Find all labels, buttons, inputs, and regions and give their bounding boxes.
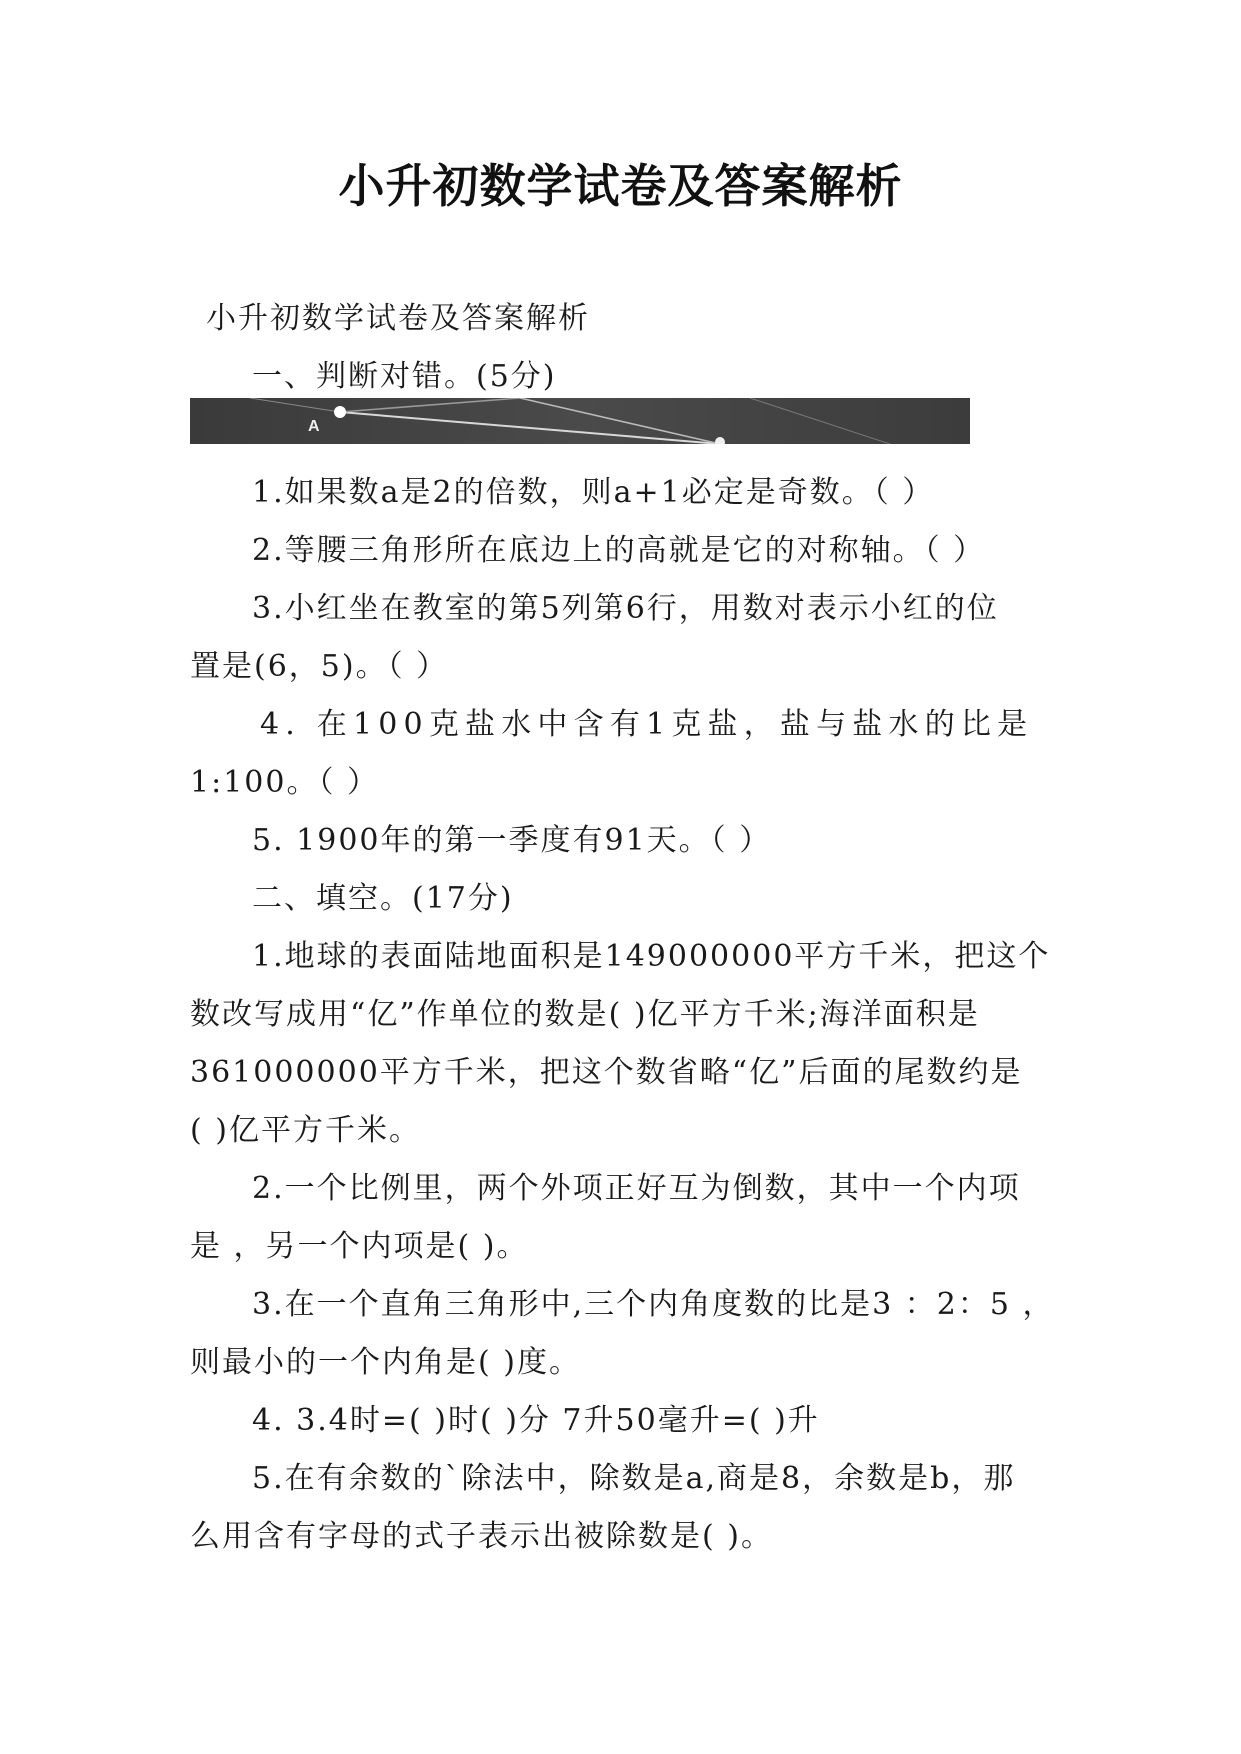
question-line: 则最小的一个内角是( )度。 (190, 1345, 581, 1380)
question-line: 361000000平方千米，把这个数省略“亿”后面的尾数约是 (190, 1055, 1023, 1090)
question-line: 数改写成用“亿”作单位的数是( )亿平方千米;海洋面积是 (190, 997, 980, 1032)
question-line: 4. 在100克盐水中含有1克盐，盐与盐水的比是 (260, 707, 1034, 742)
banner-spacer (190, 406, 1055, 464)
question-line: 1.地球的表面陆地面积是149000000平方千米，把这个 (252, 939, 1051, 974)
question-line: 2.一个比例里，两个外项正好互为倒数，其中一个内项 (252, 1171, 1021, 1206)
document-title: 小升初数学试卷及答案解析 (338, 159, 903, 213)
question-line: 1:100。（ ） (190, 765, 379, 800)
question-line: 4. 3.4时=( )时( )分 7升50毫升=( )升 (252, 1403, 820, 1438)
question-line: 5. 1900年的第一季度有91天。（ ） (252, 823, 772, 858)
question-line: 3.小红坐在教室的第5列第6行，用数对表示小红的位 (252, 591, 999, 626)
question-line: 3.在一个直角三角形中,三个内角度数的比是3 ：2：5 ， (252, 1287, 1055, 1322)
question-line: 是 ，另一个内项是( )。 (190, 1229, 529, 1264)
banner-point-label: A (308, 418, 320, 435)
question-line: 么用含有字母的式子表示出被除数是( )。 (190, 1519, 773, 1554)
question-line: ( )亿平方千米。 (190, 1113, 421, 1148)
document-body (190, 290, 1055, 1566)
subtitle: 小升初数学试卷及答案解析 (206, 301, 590, 336)
question-line: 5.在有余数的`除法中，除数是a,商是8，余数是b，那 (252, 1461, 1016, 1496)
section-heading: 一、判断对错。(5分) (252, 359, 557, 394)
question-line: 2.等腰三角形所在底边上的高就是它的对称轴。（ ） (252, 533, 986, 568)
question-line: 1.如果数a是2的倍数，则a+1必定是奇数。（ ） (252, 475, 935, 510)
question-line: 置是(6，5)。（ ） (190, 649, 449, 684)
section-heading: 二、填空。(17分) (252, 881, 514, 916)
